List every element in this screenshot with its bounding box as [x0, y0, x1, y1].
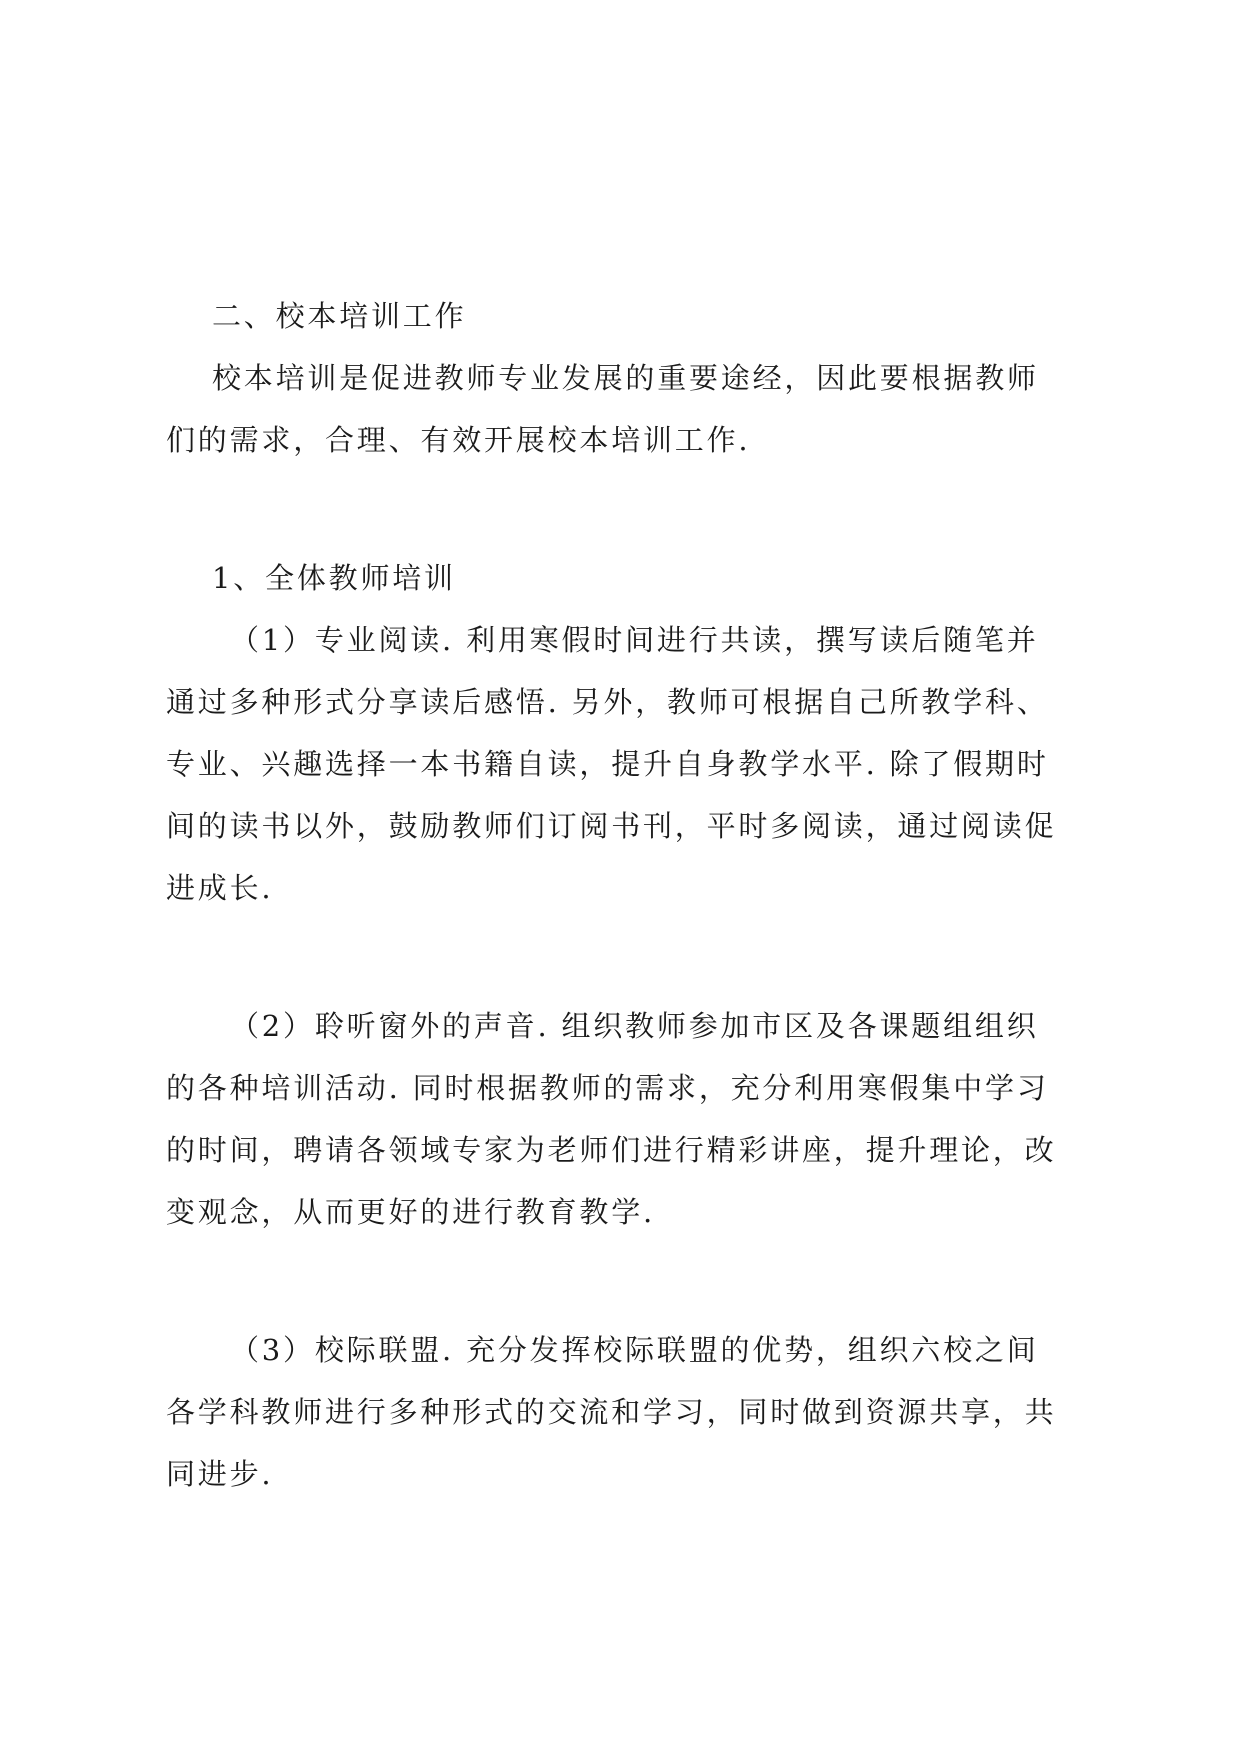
item1-line-1: （1）专业阅读. 利用寒假时间进行共读，撰写读后随笔并	[230, 623, 1039, 657]
item1-line-2: 通过多种形式分享读后感悟. 另外，教师可根据自己所教学科、	[166, 685, 1049, 719]
item1-line-5: 进成长.	[166, 871, 274, 905]
intro-line-1: 校本培训是促进教师专业发展的重要途经，因此要根据教师	[212, 361, 1039, 395]
item2-line-3: 的时间，聘请各领域专家为老师们进行精彩讲座，提升理论，改	[166, 1133, 1057, 1167]
item3-line-1: （3）校际联盟. 充分发挥校际联盟的优势，组织六校之间	[230, 1333, 1039, 1367]
item1-line-4: 间的读书以外，鼓励教师们订阅书刊，平时多阅读，通过阅读促	[166, 809, 1057, 843]
intro-line-2: 们的需求，合理、有效开展校本培训工作.	[166, 423, 751, 457]
item2-line-2: 的各种培训活动. 同时根据教师的需求，充分利用寒假集中学习	[166, 1071, 1049, 1105]
item1-line-3: 专业、兴趣选择一本书籍自读，提升自身教学水平. 除了假期时	[166, 747, 1049, 781]
section-heading: 二、校本培训工作	[212, 299, 467, 333]
subheading: 1、全体教师培训	[212, 561, 456, 595]
item3-line-2: 各学科教师进行多种形式的交流和学习，同时做到资源共享，共	[166, 1395, 1057, 1429]
item3-line-3: 同进步.	[166, 1457, 274, 1491]
item2-line-1: （2）聆听窗外的声音. 组织教师参加市区及各课题组组织	[230, 1009, 1039, 1043]
item2-line-4: 变观念，从而更好的进行教育教学.	[166, 1195, 656, 1229]
